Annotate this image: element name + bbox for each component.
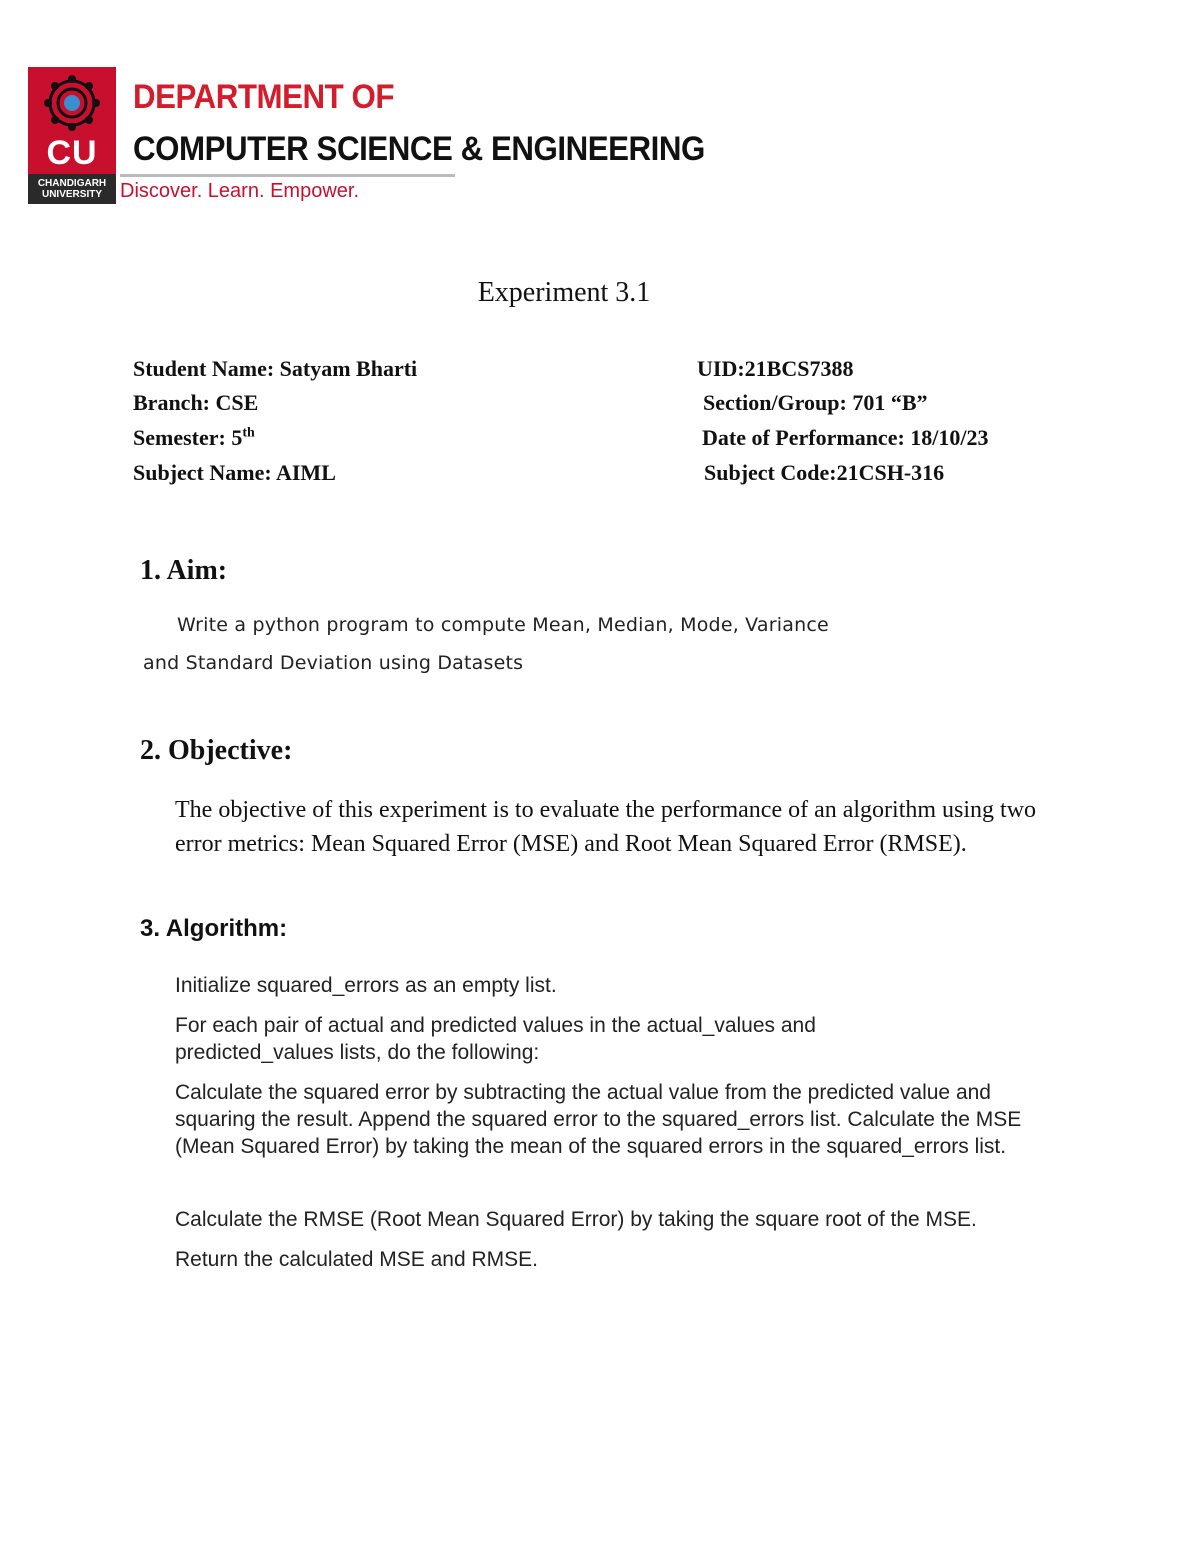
logo-university-name: CHANDIGARH UNIVERSITY: [28, 174, 116, 204]
algorithm-heading: 3. Algorithm:: [140, 915, 288, 942]
algorithm-step-1: Initialize squared_errors as an empty list.: [175, 974, 557, 997]
algorithm-step-2: For each pair of actual and predicted values in the actual_values and predicted_values lists, do the following:: [175, 1014, 816, 1064]
logo-initials: CU: [46, 134, 98, 172]
objective-text: The objective of this experiment is to evaluate the performance of an algorithm using two error metrics: Mean Squared Error (MSE) and Root Mean Squared Error (RMSE).: [175, 797, 1037, 857]
subject-code: Subject Code:21CSH-316: [704, 460, 945, 485]
aim-text-line-1: Write a python program to compute Mean, Median, Mode, Variance: [177, 614, 829, 636]
department-line-2: COMPUTER SCIENCE & ENGINEERING: [133, 130, 705, 168]
algorithm-step-5: Return the calculated MSE and RMSE.: [175, 1248, 539, 1271]
section-group: Section/Group: 701 “B”: [703, 390, 928, 415]
date-of-performance: Date of Performance: 18/10/23: [702, 425, 989, 450]
subject-name: Subject Name: AIML: [133, 460, 336, 485]
algorithm-step-3: Calculate the squared error by subtracting the actual value from the predicted value and squaring the result. Append the squared error to the squared_errors list. Calculate the MSE (Mean Squared Error) by taking the mean of the squared errors in the squared_errors list.: [175, 1081, 1022, 1158]
semester: Semester: 5th: [133, 425, 255, 450]
gear-emblem-icon: [28, 67, 116, 137]
aim-text-line-2: and Standard Deviation using Datasets: [143, 652, 524, 674]
algorithm-step-4: Calculate the RMSE (Root Mean Squared Error) by taking the square root of the MSE.: [175, 1208, 977, 1231]
page-title: Experiment 3.1: [477, 277, 651, 308]
objective-heading: 2. Objective:: [140, 735, 293, 766]
tagline: Discover. Learn. Empower.: [120, 180, 359, 202]
branch: Branch: CSE: [133, 390, 259, 415]
uid: UID:21BCS7388: [697, 356, 854, 381]
student-name: Student Name: Satyam Bharti: [133, 356, 418, 381]
aim-heading: 1. Aim:: [140, 555, 228, 586]
header-divider: [120, 174, 455, 177]
department-line-1: DEPARTMENT OF: [133, 78, 395, 116]
university-logo: [28, 67, 116, 204]
